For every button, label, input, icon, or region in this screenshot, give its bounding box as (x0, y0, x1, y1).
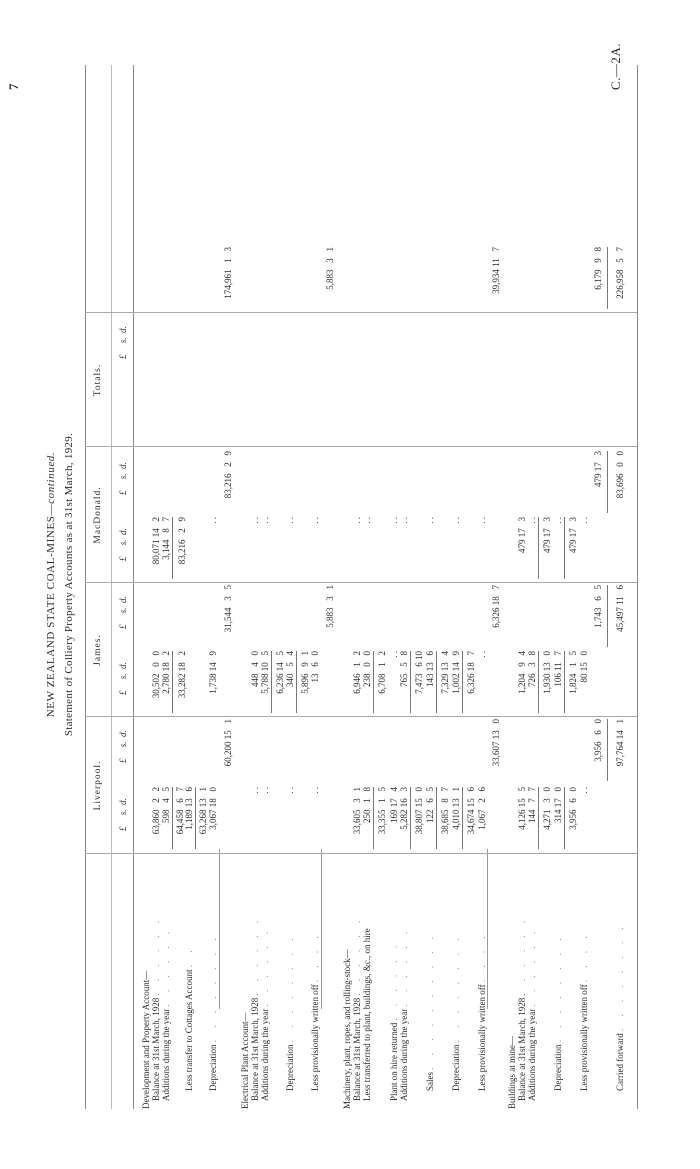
table-cell: 448 4 0 (250, 651, 260, 687)
table-cell: 33,607 13 0 (491, 719, 501, 767)
table-top-rule (85, 65, 86, 1109)
table-cell: 1,743 6 5 (593, 585, 603, 628)
table-cell: 38,685 8 7 (440, 787, 450, 835)
sum-rule (607, 451, 608, 513)
sum-rule (410, 787, 411, 849)
row-label: Balance at 31st March, 1928 . . . . . . (517, 915, 527, 1101)
table-cell: 7,473 6 10 (414, 651, 424, 694)
col-header-james: James. (93, 634, 103, 666)
sum-rule (564, 651, 565, 713)
row-label: Additions during the year . . . . . . (399, 926, 409, 1101)
header-divider (111, 65, 112, 1109)
section-heading: Electrical Plant Account— (240, 1012, 250, 1109)
row-label: Carried forward . . . . . . . . (615, 922, 625, 1091)
table-cell: . . (352, 517, 362, 524)
table-cell: . . (310, 517, 320, 524)
table-cell: 5,788 10 5 (260, 651, 270, 694)
table-cell: 238 0 0 (362, 651, 372, 687)
table-cell: 765 5 8 (399, 651, 409, 687)
page-number: 7 (6, 83, 21, 90)
lsd-header: £ s. d. (118, 798, 128, 831)
table-cell: . . (250, 517, 260, 524)
table-cell: 1,824 1 5 (568, 651, 578, 694)
lsd-header: £ s. d. (118, 462, 128, 495)
section-rule (219, 849, 220, 1009)
table-cell: 5,883 3 1 (325, 247, 335, 290)
table-cell: 5,282 16 3 (399, 787, 409, 830)
table-cell: . . (477, 517, 487, 524)
table-cell: . . (553, 517, 563, 524)
table-cell: 83,216 2 9 (177, 517, 187, 565)
table-cell: 2,780 18 2 (161, 651, 171, 694)
table-cell: 106 11 7 (553, 651, 563, 687)
col-header-macdonald: MacDonald. (93, 486, 103, 544)
section-rule (321, 849, 322, 1009)
col-rule (85, 716, 637, 717)
table-cell: 250 1 8 (362, 787, 372, 823)
row-label: Plant on hire returned . . . . . . (389, 940, 399, 1101)
table-cell: 83,216 2 9 (223, 451, 233, 499)
page-subtitle: Statement of Colliery Property Accounts as at 31st March, 1929. (63, 432, 75, 737)
table-cell: 314 17 0 (553, 787, 563, 823)
section-heading: Buildings at mine— (507, 1036, 517, 1109)
table-cell: . . (389, 517, 399, 524)
table-cell: 33,355 1 5 (377, 787, 387, 835)
row-label: Depreciation . . . . . . . . (553, 933, 563, 1091)
table-cell: . . (477, 651, 487, 658)
col-rule (85, 446, 637, 447)
table-cell: 1,930 13 0 (542, 651, 552, 694)
table-cell: . . (285, 787, 295, 794)
sum-rule (172, 651, 173, 713)
table-cell: 34,674 15 6 (466, 787, 476, 835)
table-cell: 64,458 6 7 (175, 787, 185, 835)
table-cell: 479 17 3 (517, 517, 527, 553)
table-cell: . . (250, 787, 260, 794)
table-cell: 4,271 3 0 (542, 787, 552, 830)
table-cell: 39,934 11 7 (491, 247, 501, 294)
table-cell: 5,896 9 1 (300, 651, 310, 694)
lsd-header: £ s. d. (118, 326, 128, 359)
sum-rule (271, 651, 272, 713)
accounts-table (85, 65, 645, 1109)
sum-rule (538, 787, 539, 849)
table-cell: 80,071 14 2 (151, 517, 161, 565)
table-cell: 3,956 6 0 (568, 787, 578, 830)
table-cell: 3,067 18 0 (208, 787, 218, 830)
table-cell: 6,236 14 5 (275, 651, 285, 694)
table-cell: 3,144 8 7 (161, 517, 171, 560)
sum-rule (172, 517, 173, 579)
table-cell: 4,126 15 5 (517, 787, 527, 830)
table-cell: 479 17 3 (542, 517, 552, 553)
table-cell: 45,497 11 6 (615, 585, 625, 632)
table-cell: 1,002 14 9 (451, 651, 461, 694)
sum-rule (564, 787, 565, 849)
table-cell: . . (260, 787, 270, 794)
table-cell: 5,883 3 1 (325, 585, 335, 628)
page-title-main: NEW ZEALAND STATE COAL-MINES— (45, 503, 57, 718)
table-cell: 174,961 1 3 (223, 247, 233, 299)
table-cell: . . (527, 517, 537, 524)
table-cell: 1,189 13 6 (184, 787, 194, 830)
table-cell: 3,956 6 0 (593, 719, 603, 762)
sum-rule (436, 651, 437, 713)
table-cell: 122 6 5 (425, 787, 435, 823)
table-cell: 726 3 8 (527, 651, 537, 687)
row-label: Less provisionally written off . . . . (579, 931, 589, 1091)
table-cell: 6,179 9 8 (593, 247, 603, 290)
sum-rule (373, 787, 374, 849)
section-rule (487, 849, 488, 1009)
table-cell: . . (208, 517, 218, 524)
table-cell: 7,329 13 4 (440, 651, 450, 694)
row-label: Balance at 31st March, 1928 . . . . . . (151, 915, 161, 1101)
col-rule (85, 853, 637, 854)
table-cell: 598 4 5 (161, 787, 171, 823)
document-code: C.—2A. (608, 42, 623, 90)
table-cell: 169 17 4 (389, 787, 399, 823)
sum-rule (296, 651, 297, 713)
row-label: Sales . . . . . . . . . . (425, 932, 435, 1091)
sum-rule (607, 585, 608, 647)
lsd-header: £ s. d. (118, 596, 128, 629)
col-rule (85, 312, 637, 313)
row-label: Balance at 31st March, 1928 . . . . . . (250, 915, 260, 1101)
section-heading: Machinery, plant, ropes, and rolling-stock— (342, 949, 352, 1109)
col-header-totals: Totals. (93, 363, 103, 397)
lsd-header: £ s. d. (118, 528, 128, 561)
sum-rule (436, 787, 437, 849)
table-cell: 1,204 9 4 (517, 651, 527, 694)
row-label: Additions during the year . . . . . . (527, 926, 537, 1101)
table-cell: . . (362, 517, 372, 524)
sum-rule (564, 517, 565, 579)
table-cell: 33,605 3 1 (352, 787, 362, 835)
page-title-continued: continued. (45, 451, 57, 504)
table-cell: 226,958 5 7 (615, 247, 625, 299)
table-cell: 479 17 3 (568, 517, 578, 553)
table-cell: 143 13 6 (425, 651, 435, 687)
header-bottom-rule (133, 65, 134, 1109)
sum-rule (373, 651, 374, 713)
table-cell: . . (579, 787, 589, 794)
table-cell: 38,807 15 0 (414, 787, 424, 835)
table-cell: 6,326 18 7 (491, 585, 501, 628)
table-cell: 63,268 13 1 (198, 787, 208, 835)
table-cell: 80 15 0 (579, 651, 589, 683)
table-cell: 340 5 4 (285, 651, 295, 687)
row-label: Depreciation . . . . . . . . (208, 933, 218, 1091)
table-cell: . . (389, 651, 399, 658)
sum-rule (462, 651, 463, 713)
table-cell: 479 17 3 (593, 451, 603, 487)
row-label: Additions during the year . . . . . . (260, 926, 270, 1101)
table-cell: 97,764 14 1 (615, 719, 625, 767)
sum-rule (538, 651, 539, 713)
sum-rule (410, 651, 411, 713)
table-cell: 144 7 7 (527, 787, 537, 823)
col-rule (85, 582, 637, 583)
row-label: Additions during the year . . . . . . (161, 926, 171, 1101)
table-cell: 1,738 14 9 (208, 651, 218, 694)
table-cell: 83,696 0 0 (615, 451, 625, 499)
table-bottom-rule (637, 65, 638, 1109)
table-cell: 30,502 0 0 (151, 651, 161, 699)
section-heading: Development and Property Account— (141, 970, 151, 1109)
row-label: Less transfer to Cottages Account . . (184, 945, 194, 1091)
lsd-header: £ s. d. (118, 730, 128, 763)
sum-rule (538, 517, 539, 579)
table-cell: . . (399, 517, 409, 524)
table-cell: . . (260, 517, 270, 524)
table-cell: 63,860 2 2 (151, 787, 161, 835)
sum-rule (172, 787, 173, 849)
row-label: Less provisionally written off . . . . (477, 931, 487, 1091)
row-label: Depreciation . . . . . . . . (285, 933, 295, 1091)
sum-rule (607, 247, 608, 309)
row-label: Less transferred to plant, buildings, &c., on hire (362, 928, 372, 1101)
table-cell: 60,200 15 1 (223, 719, 233, 767)
row-label: Balance at 31st March, 1928 . . . . . . (352, 915, 362, 1101)
table-cell: 13 6 0 (310, 651, 320, 683)
table-cell: . . (451, 517, 461, 524)
table-cell: . . (425, 517, 435, 524)
row-label: Less provisionally written off . . . . (310, 931, 320, 1091)
page-title (45, 0, 57, 1169)
row-label: Depreciation . . . . . . . . (451, 933, 461, 1091)
table-cell: . . (285, 517, 295, 524)
sum-rule (462, 787, 463, 849)
table-cell: . . (579, 517, 589, 524)
table-cell: 31,544 3 5 (223, 585, 233, 633)
table-cell: 4,010 13 1 (451, 787, 461, 830)
table-cell: 6,708 1 2 (377, 651, 387, 694)
table-cell: 6,946 1 2 (352, 651, 362, 694)
table-cell: 6,326 18 7 (466, 651, 476, 694)
sum-rule (195, 787, 196, 849)
sum-rule (607, 719, 608, 781)
table-cell: . . (310, 787, 320, 794)
col-header-liverpool: Liverpool. (93, 760, 103, 811)
table-cell: 1,067 2 6 (477, 787, 487, 830)
table-cell: 33,282 18 2 (177, 651, 187, 699)
lsd-header: £ s. d. (118, 662, 128, 695)
